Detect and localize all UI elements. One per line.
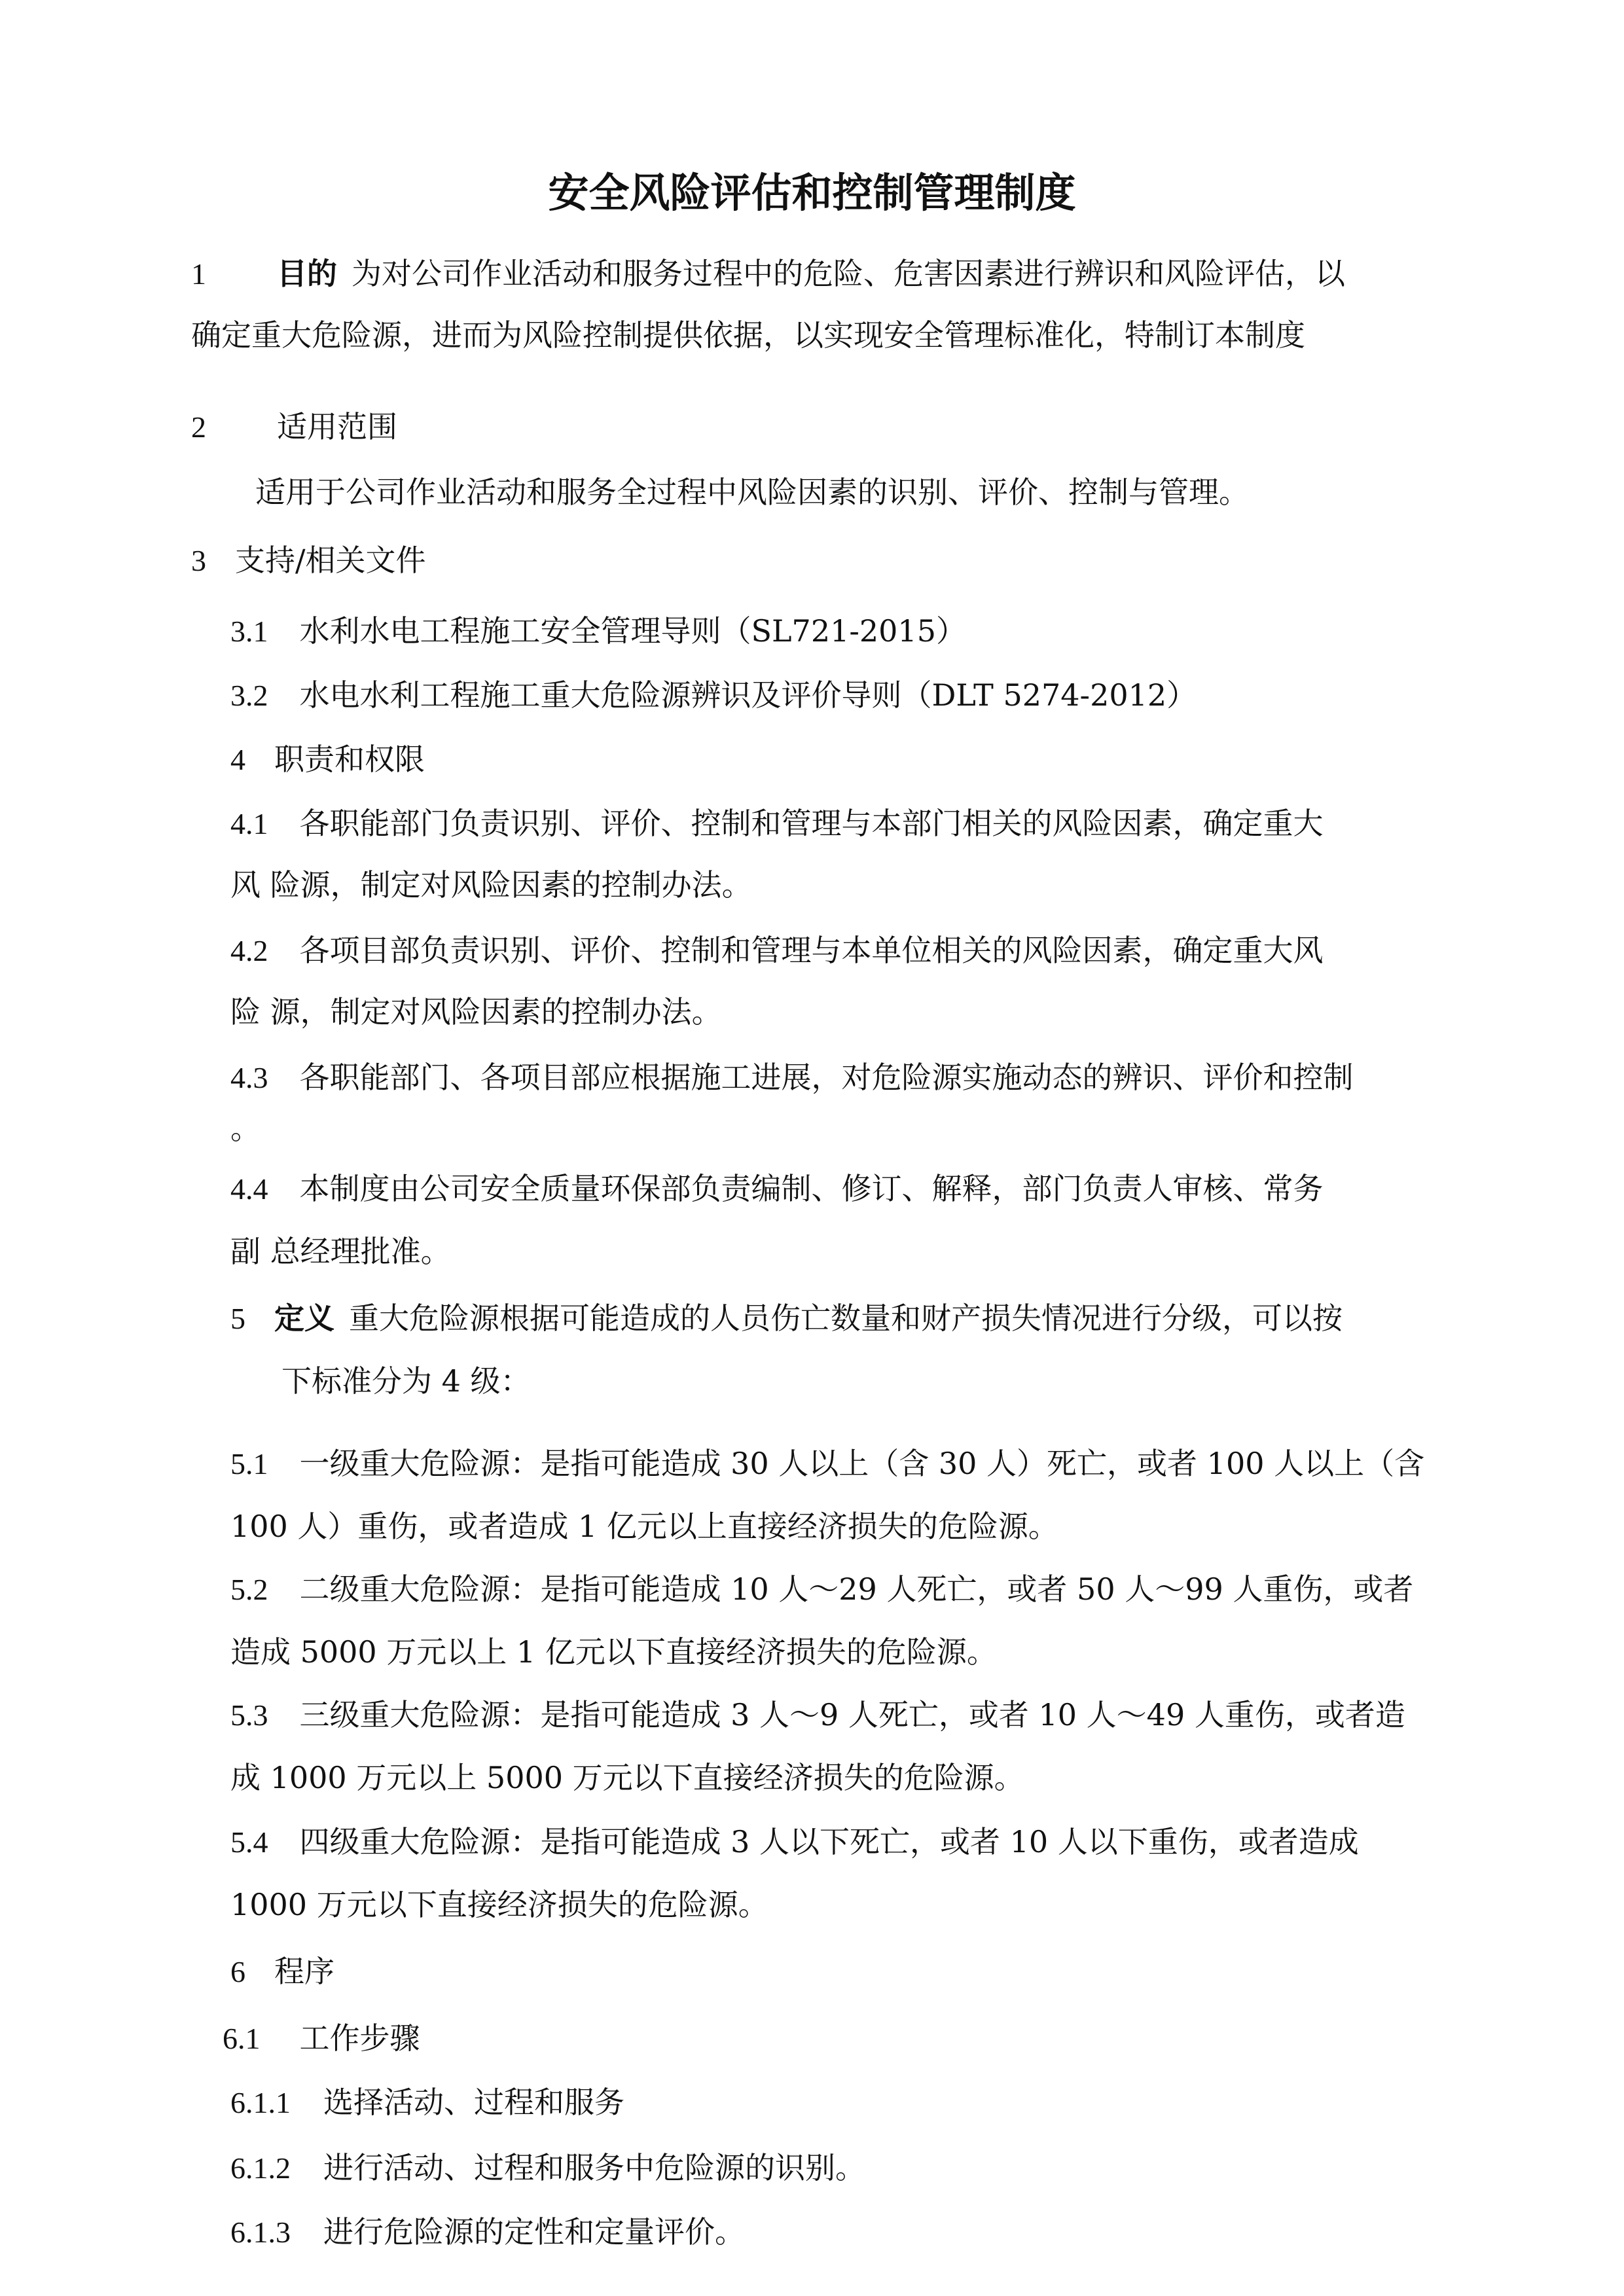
- list-item: [230, 2148, 865, 2188]
- section-number: 3: [191, 544, 206, 577]
- item-continuation: 100 人）重伤，或者造成 1 亿元以上直接经济损失的危险源。: [230, 1509, 1058, 1544]
- item-text: 各职能部门、各项目部应根据施工进展，对危险源实施动态的辨识、评价和控制: [299, 1060, 1354, 1095]
- section-heading: 目的: [277, 256, 337, 291]
- item-number: 4.2: [230, 934, 268, 967]
- list-item: [230, 1444, 1424, 1484]
- item-text: 进行活动、过程和服务中危险源的识别。: [323, 2150, 865, 2185]
- section-2-text: 适用于公司作业活动和服务全过程中风险因素的识别、评价、控制与管理。: [255, 475, 1249, 510]
- list-item: [230, 2083, 624, 2123]
- list-item: [230, 675, 1197, 715]
- item-text: 工作步骤: [299, 2020, 420, 2056]
- list-item: [230, 804, 1324, 844]
- item-continuation: 险 源，制定对风险因素的控制办法。: [230, 994, 722, 1030]
- item-number: 4.1: [230, 807, 268, 840]
- section-3-line: [191, 541, 426, 581]
- document-title: 安全风险评估和控制管理制度: [548, 169, 1076, 217]
- item-text: 水电水利工程施工重大危险源辨识及评价导则（DLT 5274-2012）: [299, 677, 1197, 713]
- list-item: [230, 2212, 745, 2252]
- item-number: 4.4: [230, 1172, 268, 1206]
- item-continuation: 成 1000 万元以上 5000 万元以下直接经济损失的危险源。: [230, 1760, 1024, 1795]
- item-number: 6.1.3: [230, 2215, 291, 2249]
- section-2-line: [191, 407, 397, 447]
- list-item: [230, 1695, 1405, 1735]
- list-item: [230, 1169, 1324, 1209]
- item-text: 各职能部门负责识别、评价、控制和管理与本部门相关的风险因素，确定重大: [299, 806, 1324, 841]
- section-5-line: [230, 1299, 1343, 1338]
- section-number: 2: [191, 410, 206, 444]
- subsection-6-1: [223, 2018, 420, 2058]
- item-text: 四级重大危险源：是指可能造成 3 人以下死亡，或者 10 人以下重伤，或者造成: [299, 1824, 1359, 1859]
- item-continuation: 。: [230, 1111, 261, 1146]
- section-number: 1: [191, 257, 206, 291]
- item-continuation: 风 险源，制定对风险因素的控制办法。: [230, 867, 752, 903]
- section-6-line: [230, 1952, 334, 1992]
- section-text: 重大危险源根据可能造成的人员伤亡数量和财产损失情况进行分级，可以按: [349, 1300, 1343, 1336]
- item-continuation: 造成 5000 万元以上 1 亿元以下直接经济损失的危险源。: [230, 1634, 997, 1670]
- item-number: 3.2: [230, 679, 268, 712]
- item-text: 水利水电工程施工安全管理导则（SL721-2015）: [299, 613, 966, 649]
- item-continuation: 1000 万元以下直接经济损失的危险源。: [230, 1887, 768, 1922]
- section-4-line: [230, 740, 425, 780]
- section-number: 4: [230, 743, 245, 776]
- item-text: 二级重大危险源：是指可能造成 10 人～29 人死亡，或者 50 人～99 人重伤，或者: [299, 1571, 1414, 1607]
- item-number: 4.3: [230, 1061, 268, 1094]
- section-number: 5: [230, 1302, 245, 1335]
- item-text: 各项目部负责识别、评价、控制和管理与本单位相关的风险因素，确定重大风: [299, 933, 1324, 968]
- section-heading: 支持/相关文件: [235, 543, 426, 578]
- list-item: [230, 1058, 1354, 1098]
- list-item: [230, 931, 1324, 971]
- section-heading: 适用范围: [277, 409, 397, 444]
- section-5-continuation: 下标准分为 4 级：: [281, 1363, 531, 1399]
- item-number: 3.1: [230, 615, 268, 648]
- item-continuation: 副 总经理批准。: [230, 1234, 451, 1269]
- section-heading: 定义: [274, 1300, 334, 1336]
- section-1-line: [191, 254, 1345, 294]
- section-heading: 程序: [274, 1954, 334, 1989]
- section-text: 为对公司作业活动和服务过程中的危险、危害因素进行辨识和风险评估，以: [352, 256, 1345, 291]
- list-item: [230, 1570, 1413, 1609]
- item-text: 本制度由公司安全质量环保部负责编制、修订、解释，部门负责人审核、常务: [299, 1171, 1324, 1206]
- item-number: 5.1: [230, 1447, 268, 1480]
- list-item: [230, 1822, 1359, 1862]
- item-number: 6.1: [223, 2022, 261, 2055]
- item-text: 选择活动、过程和服务: [323, 2085, 624, 2120]
- section-number: 6: [230, 1955, 245, 1988]
- item-number: 5.2: [230, 1573, 268, 1606]
- item-number: 5.4: [230, 1825, 268, 1859]
- section-heading: 职责和权限: [274, 742, 425, 777]
- item-number: 5.3: [230, 1698, 268, 1732]
- item-text: 进行危险源的定性和定量评价。: [323, 2214, 745, 2250]
- item-number: 6.1.1: [230, 2086, 291, 2119]
- section-1-continuation: 确定重大危险源，进而为风险控制提供依据，以实现安全管理标准化，特制订本制度: [191, 317, 1305, 353]
- item-number: 6.1.2: [230, 2151, 291, 2185]
- list-item: [230, 611, 966, 651]
- item-text: 一级重大危险源：是指可能造成 30 人以上（含 30 人）死亡，或者 100 人以上（含: [299, 1446, 1425, 1481]
- item-text: 三级重大危险源：是指可能造成 3 人～9 人死亡，或者 10 人～49 人重伤，或者造: [299, 1697, 1405, 1732]
